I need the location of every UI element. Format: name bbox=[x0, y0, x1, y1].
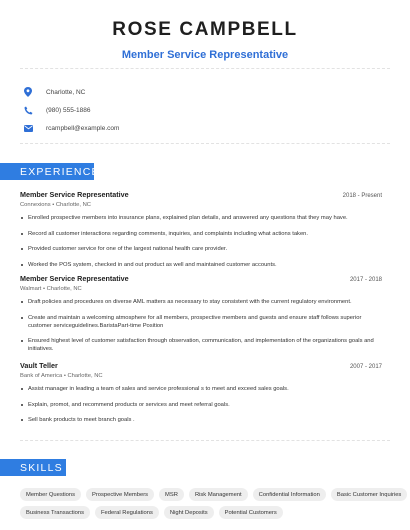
skills-list bbox=[20, 488, 402, 524]
location-text: Charlotte, NC bbox=[46, 88, 86, 96]
divider bbox=[20, 440, 390, 441]
skill-tag: Risk Management bbox=[189, 488, 248, 501]
envelope-icon bbox=[23, 123, 33, 133]
bullet-item: Provided customer service for one of the largest national health care provider. bbox=[20, 245, 382, 253]
job-bullets bbox=[20, 385, 382, 424]
contact-email bbox=[20, 119, 119, 137]
skill-tag: Federal Regulations bbox=[95, 506, 159, 519]
email-text: rcampbell@example.com bbox=[46, 124, 120, 132]
job-company: Walmart • Charlotte, NC bbox=[20, 286, 82, 292]
contact-phone bbox=[20, 101, 119, 119]
bullet-item: Assist manager in leading a team of sales and service professional s to meet and exceed sales goals. bbox=[20, 385, 382, 393]
job-bullets bbox=[20, 298, 382, 353]
bullet-item: Draft policies and procedures on diverse AML matters as necessary to stay consistent with the current regulatory environment. bbox=[20, 298, 382, 306]
job-dates: 2007 - 2017 bbox=[349, 364, 382, 370]
bullet-item: Ensured highest level of customer satisfaction through observation, communication, and implementation of the organizations goals and initiatives. bbox=[20, 337, 382, 353]
bullet-item: Create and maintain a welcoming atmosphere for all members, prospective members and guests and ensure staff follows superior customer serviceguidelines.BaristaPart-time Position bbox=[20, 314, 382, 330]
job-title: Member Service Representative bbox=[20, 190, 129, 199]
phone-text: (980) 555-1886 bbox=[46, 106, 91, 114]
skill-tag: Basic Customer Inquiries bbox=[331, 488, 407, 501]
phone-icon bbox=[23, 105, 33, 115]
contact-info bbox=[20, 83, 119, 137]
section-heading-experience: EXPERIENCE bbox=[0, 163, 94, 180]
divider bbox=[20, 143, 390, 144]
job-bullets bbox=[20, 214, 382, 269]
job-entry bbox=[20, 274, 382, 361]
skill-tag: Business Transactions bbox=[20, 506, 90, 519]
job-title: Vault Teller bbox=[20, 361, 58, 370]
divider bbox=[20, 68, 390, 69]
skill-tag: Confidential Information bbox=[253, 488, 326, 501]
resume-header bbox=[0, 0, 410, 61]
job-company: Connexions • Charlotte, NC bbox=[20, 202, 91, 208]
bullet-item: Worked the POS system, checked in and out product as well and maintained customer accounts. bbox=[20, 261, 382, 269]
skill-tag: Night Deposits bbox=[164, 506, 214, 519]
candidate-title: Member Service Representative bbox=[121, 49, 289, 61]
bullet-item: Enrolled prospective members into insurance plans, explained plan details, and answered any questions that they may have. bbox=[20, 214, 382, 222]
skill-row bbox=[20, 506, 390, 519]
bullet-item: Sell bank products to meet branch goals . bbox=[20, 416, 382, 424]
section-heading-skills: SKILLS bbox=[0, 459, 66, 476]
skill-tag: Member Questions bbox=[20, 488, 81, 501]
job-title: Member Service Representative bbox=[20, 274, 129, 283]
job-dates: 2017 - 2018 bbox=[349, 277, 382, 283]
job-entry bbox=[20, 190, 382, 276]
job-company: Bank of America • Charlotte, NC bbox=[20, 373, 103, 379]
skill-tag: Potential Customers bbox=[219, 506, 283, 519]
bullet-item: Explain, promot, and recommend products or services and meet referral goals. bbox=[20, 401, 382, 409]
skill-row bbox=[20, 488, 402, 501]
job-dates: 2018 - Present bbox=[342, 193, 382, 199]
map-pin-icon bbox=[23, 87, 33, 97]
job-entry bbox=[20, 361, 382, 432]
skill-tag: Prospective Members bbox=[86, 488, 154, 501]
bullet-item: Record all customer interactions regarding comments, inquiries, and complaints including what actions taken. bbox=[20, 230, 382, 238]
skill-tag: MSR bbox=[159, 488, 184, 501]
candidate-name: ROSE CAMPBELL bbox=[112, 19, 298, 40]
contact-location bbox=[20, 83, 119, 101]
